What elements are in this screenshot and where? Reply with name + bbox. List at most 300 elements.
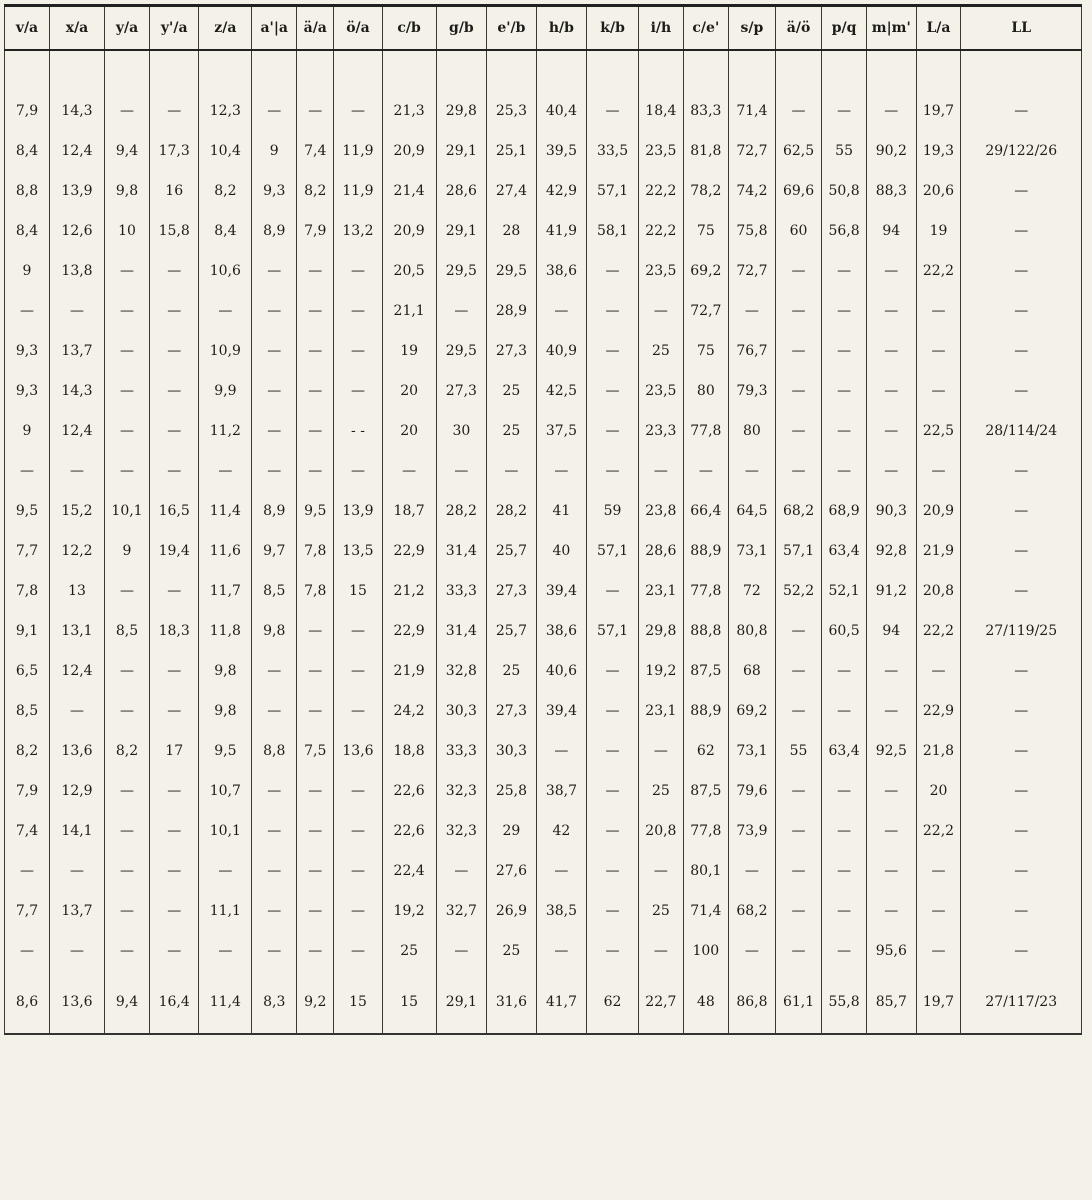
table-cell: 79,6 xyxy=(728,771,775,811)
table-cell: — xyxy=(49,931,104,971)
table-cell: — xyxy=(822,811,867,851)
table-cell: 17,3 xyxy=(149,131,198,171)
table-cell: 26,9 xyxy=(487,891,536,931)
table-cell: 28,6 xyxy=(638,531,683,571)
table-cell: 8,2 xyxy=(297,171,334,211)
table-cell: — xyxy=(961,811,1082,851)
table-cell: — xyxy=(776,891,822,931)
column-header: x/a xyxy=(49,6,104,51)
table-cell: 23,5 xyxy=(638,251,683,291)
table-cell: 22,2 xyxy=(916,251,961,291)
table-cell: — xyxy=(297,411,334,451)
table-cell: — xyxy=(49,691,104,731)
column-header: s/p xyxy=(728,6,775,51)
table-cell: 10,1 xyxy=(199,811,252,851)
table-cell: 11,8 xyxy=(199,611,252,651)
table-cell: — xyxy=(916,931,961,971)
table-cell: 19,2 xyxy=(382,891,436,931)
table-cell: 25 xyxy=(487,651,536,691)
table-cell: 27/117/23 xyxy=(961,971,1082,1034)
table-cell: 20 xyxy=(382,411,436,451)
table-cell: — xyxy=(334,691,382,731)
table-cell: 22,7 xyxy=(638,971,683,1034)
table-cell: — xyxy=(776,611,822,651)
table-cell: 37,5 xyxy=(536,411,587,451)
table-cell: — xyxy=(728,451,775,491)
table-cell: 23,1 xyxy=(638,571,683,611)
empty-cell xyxy=(728,50,775,91)
table-cell: — xyxy=(587,451,639,491)
table-cell: 80,8 xyxy=(728,611,775,651)
table-cell: 32,7 xyxy=(436,891,487,931)
table-cell: — xyxy=(149,891,198,931)
table-row xyxy=(5,891,1082,931)
table-cell: 25,7 xyxy=(487,611,536,651)
table-cell: 11,2 xyxy=(199,411,252,451)
table-cell: — xyxy=(105,371,150,411)
table-cell: 12,3 xyxy=(199,91,252,131)
table-cell: 52,2 xyxy=(776,571,822,611)
empty-cell xyxy=(199,50,252,91)
table-cell: — xyxy=(867,451,916,491)
column-header: g/b xyxy=(436,6,487,51)
table-cell: 87,5 xyxy=(683,651,728,691)
table-cell: 21,2 xyxy=(382,571,436,611)
empty-cell xyxy=(487,50,536,91)
table-cell: — xyxy=(105,331,150,371)
table-cell: 28,2 xyxy=(436,491,487,531)
table-cell: 13,1 xyxy=(49,611,104,651)
table-cell: 30 xyxy=(436,411,487,451)
table-cell: — xyxy=(105,891,150,931)
table-cell: 66,4 xyxy=(683,491,728,531)
table-cell: 25 xyxy=(638,771,683,811)
table-cell: 94 xyxy=(867,211,916,251)
table-cell: — xyxy=(105,931,150,971)
table-cell: 60,5 xyxy=(822,611,867,651)
table-cell: — xyxy=(334,851,382,891)
table-cell: 8,9 xyxy=(252,211,297,251)
table-cell: — xyxy=(105,251,150,291)
table-cell: 29,5 xyxy=(436,251,487,291)
table-cell: — xyxy=(776,91,822,131)
table-cell: 71,4 xyxy=(683,891,728,931)
table-cell: — xyxy=(297,851,334,891)
table-cell: — xyxy=(776,251,822,291)
table-cell: — xyxy=(5,291,50,331)
column-header: c/b xyxy=(382,6,436,51)
table-cell: 81,8 xyxy=(683,131,728,171)
table-cell: 13,7 xyxy=(49,891,104,931)
table-cell: 15 xyxy=(334,571,382,611)
table-row xyxy=(5,91,1082,131)
table-cell: — xyxy=(252,451,297,491)
table-cell: 69,2 xyxy=(728,691,775,731)
table-cell: 68 xyxy=(728,651,775,691)
table-row xyxy=(5,211,1082,251)
table-cell: 28 xyxy=(487,211,536,251)
column-header: ä/a xyxy=(297,6,334,51)
table-cell: — xyxy=(149,331,198,371)
column-header: ö/a xyxy=(334,6,382,51)
table-cell: — xyxy=(334,931,382,971)
table-cell: 20,8 xyxy=(916,571,961,611)
table-cell: — xyxy=(297,771,334,811)
table-cell: — xyxy=(252,651,297,691)
empty-cell xyxy=(536,50,587,91)
table-cell: — xyxy=(149,931,198,971)
table-cell: — xyxy=(822,91,867,131)
table-cell: — xyxy=(252,811,297,851)
table-cell: 7,8 xyxy=(5,571,50,611)
table-cell: — xyxy=(149,651,198,691)
table-cell: — xyxy=(297,811,334,851)
table-cell: 20,6 xyxy=(916,171,961,211)
table-cell: — xyxy=(536,731,587,771)
table-cell: — xyxy=(587,931,639,971)
table-cell: 68,9 xyxy=(822,491,867,531)
table-cell: 19,7 xyxy=(916,91,961,131)
table-cell: — xyxy=(916,371,961,411)
table-cell: 27,3 xyxy=(436,371,487,411)
table-cell: — xyxy=(776,811,822,851)
table-cell: 14,1 xyxy=(49,811,104,851)
table-row xyxy=(5,251,1082,291)
table-cell: 22,2 xyxy=(916,811,961,851)
table-cell: 57,1 xyxy=(587,531,639,571)
table-cell: — xyxy=(105,411,150,451)
empty-cell xyxy=(49,50,104,91)
table-cell: 8,2 xyxy=(199,171,252,211)
table-cell: 22,4 xyxy=(382,851,436,891)
table-cell: 75 xyxy=(683,331,728,371)
table-cell: 19 xyxy=(382,331,436,371)
empty-cell xyxy=(916,50,961,91)
table-cell: 59 xyxy=(587,491,639,531)
table-cell: — xyxy=(149,371,198,411)
table-cell: 60 xyxy=(776,211,822,251)
table-cell: 29,1 xyxy=(436,131,487,171)
table-cell: 12,4 xyxy=(49,411,104,451)
table-cell: 20 xyxy=(382,371,436,411)
table-cell: 41 xyxy=(536,491,587,531)
table-cell: 18,3 xyxy=(149,611,198,651)
table-cell: 9,1 xyxy=(5,611,50,651)
table-cell: — xyxy=(776,851,822,891)
table-cell: — xyxy=(199,451,252,491)
table-cell: 42 xyxy=(536,811,587,851)
table-cell: — xyxy=(961,651,1082,691)
table-cell: 10,6 xyxy=(199,251,252,291)
table-cell: 9,8 xyxy=(199,651,252,691)
table-cell: 87,5 xyxy=(683,771,728,811)
table-cell: — xyxy=(587,691,639,731)
table-cell: 25,1 xyxy=(487,131,536,171)
table-cell: 23,5 xyxy=(638,131,683,171)
header-row xyxy=(5,6,1082,51)
spacer-row xyxy=(5,50,1082,91)
table-cell: 52,1 xyxy=(822,571,867,611)
table-cell: 27,3 xyxy=(487,571,536,611)
table-cell: — xyxy=(436,451,487,491)
table-cell: 22,2 xyxy=(916,611,961,651)
table-body xyxy=(5,50,1082,1034)
table-cell: — xyxy=(961,171,1082,211)
table-cell: — xyxy=(961,731,1082,771)
table-cell: 22,9 xyxy=(382,531,436,571)
table-cell: 25 xyxy=(487,931,536,971)
table-cell: 7,7 xyxy=(5,891,50,931)
table-cell: 40,9 xyxy=(536,331,587,371)
table-cell: — xyxy=(105,691,150,731)
table-cell: — xyxy=(334,371,382,411)
column-header: k/b xyxy=(587,6,639,51)
table-cell: 11,9 xyxy=(334,171,382,211)
column-header: a'|a xyxy=(252,6,297,51)
table-cell: — xyxy=(916,451,961,491)
table-cell: — xyxy=(252,891,297,931)
empty-cell xyxy=(587,50,639,91)
table-cell: 22,5 xyxy=(916,411,961,451)
table-cell: 68,2 xyxy=(728,891,775,931)
table-cell: 77,8 xyxy=(683,411,728,451)
table-cell: — xyxy=(867,851,916,891)
column-header: ä/ö xyxy=(776,6,822,51)
table-cell: — xyxy=(587,851,639,891)
table-cell: 11,9 xyxy=(334,131,382,171)
table-cell: 92,8 xyxy=(867,531,916,571)
table-row xyxy=(5,571,1082,611)
table-cell: 13,6 xyxy=(49,971,104,1034)
table-cell: 8,5 xyxy=(105,611,150,651)
table-cell: — xyxy=(199,931,252,971)
table-cell: 9 xyxy=(252,131,297,171)
table-row xyxy=(5,451,1082,491)
table-cell: — xyxy=(728,291,775,331)
table-cell: 29,5 xyxy=(487,251,536,291)
table-cell: 72,7 xyxy=(683,291,728,331)
table-cell: 13 xyxy=(49,571,104,611)
table-cell: 14,3 xyxy=(49,91,104,131)
table-cell: 9 xyxy=(5,411,50,451)
table-cell: 13,9 xyxy=(49,171,104,211)
table-cell: 95,6 xyxy=(867,931,916,971)
table-cell: 25,8 xyxy=(487,771,536,811)
table-cell: — xyxy=(961,91,1082,131)
table-cell: — xyxy=(149,91,198,131)
table-cell: 7,8 xyxy=(297,531,334,571)
table-cell: 55 xyxy=(822,131,867,171)
table-cell: — xyxy=(587,731,639,771)
table-cell: 7,9 xyxy=(297,211,334,251)
table-cell: — xyxy=(728,851,775,891)
column-header: p/q xyxy=(822,6,867,51)
table-cell: — xyxy=(587,371,639,411)
table-cell: 21,8 xyxy=(916,731,961,771)
table-cell: 88,9 xyxy=(683,531,728,571)
table-cell: — xyxy=(5,451,50,491)
table-cell: — xyxy=(867,411,916,451)
table-cell: 9,8 xyxy=(105,171,150,211)
table-cell: — xyxy=(334,451,382,491)
table-cell: 20,9 xyxy=(382,211,436,251)
table-cell: 73,1 xyxy=(728,531,775,571)
table-cell: 39,4 xyxy=(536,571,587,611)
table-cell: 13,5 xyxy=(334,531,382,571)
table-cell: 25 xyxy=(638,331,683,371)
table-cell: 15,8 xyxy=(149,211,198,251)
empty-cell xyxy=(822,50,867,91)
table-cell: 15 xyxy=(334,971,382,1034)
table-cell: 7,9 xyxy=(5,771,50,811)
table-cell: 19,3 xyxy=(916,131,961,171)
empty-cell xyxy=(683,50,728,91)
table-cell: — xyxy=(822,651,867,691)
table-cell: 40,4 xyxy=(536,91,587,131)
column-header: c/e' xyxy=(683,6,728,51)
table-cell: 21,3 xyxy=(382,91,436,131)
table-cell: 9,5 xyxy=(5,491,50,531)
table-cell: — xyxy=(297,651,334,691)
table-cell: 28/114/24 xyxy=(961,411,1082,451)
table-cell: — xyxy=(149,571,198,611)
table-cell: 9,3 xyxy=(5,331,50,371)
table-cell: 13,8 xyxy=(49,251,104,291)
table-cell: — xyxy=(334,651,382,691)
table-cell: — xyxy=(822,771,867,811)
column-header: LL xyxy=(961,6,1082,51)
table-cell: 8,5 xyxy=(252,571,297,611)
table-cell: 72,7 xyxy=(728,251,775,291)
table-cell: 39,5 xyxy=(536,131,587,171)
table-cell: — xyxy=(149,851,198,891)
table-cell: 12,4 xyxy=(49,651,104,691)
table-cell: — xyxy=(961,851,1082,891)
column-header: i/h xyxy=(638,6,683,51)
column-header: h/b xyxy=(536,6,587,51)
table-cell: 28,2 xyxy=(487,491,536,531)
table-cell: 63,4 xyxy=(822,731,867,771)
table-cell: 30,3 xyxy=(436,691,487,731)
column-header: z/a xyxy=(199,6,252,51)
table-cell: 50,8 xyxy=(822,171,867,211)
table-cell: 40,6 xyxy=(536,651,587,691)
table-cell: 31,4 xyxy=(436,611,487,651)
table-cell: — xyxy=(105,811,150,851)
table-cell: 14,3 xyxy=(49,371,104,411)
table-cell: 32,3 xyxy=(436,771,487,811)
table-cell: — xyxy=(149,411,198,451)
table-cell: 32,3 xyxy=(436,811,487,851)
table-cell: 21,4 xyxy=(382,171,436,211)
table-cell: 77,8 xyxy=(683,811,728,851)
table-row xyxy=(5,691,1082,731)
table-cell: 9,5 xyxy=(199,731,252,771)
table-cell: — xyxy=(587,891,639,931)
table-cell: — xyxy=(776,451,822,491)
table-cell: 19,7 xyxy=(916,971,961,1034)
table-cell: 33,3 xyxy=(436,731,487,771)
table-cell: — xyxy=(436,851,487,891)
column-header: e'/b xyxy=(487,6,536,51)
table-cell: — xyxy=(105,291,150,331)
table-cell: 9 xyxy=(105,531,150,571)
table-cell: — xyxy=(822,891,867,931)
table-cell: 9,9 xyxy=(199,371,252,411)
table-cell: — xyxy=(867,771,916,811)
table-cell: 85,7 xyxy=(867,971,916,1034)
table-cell: — xyxy=(149,451,198,491)
table-cell: — xyxy=(436,931,487,971)
table-cell: — xyxy=(867,691,916,731)
table-cell: — xyxy=(297,91,334,131)
table-cell: 32,8 xyxy=(436,651,487,691)
table-cell: 80 xyxy=(728,411,775,451)
table-cell: — xyxy=(822,251,867,291)
table-cell: 9,8 xyxy=(199,691,252,731)
table-cell: 11,7 xyxy=(199,571,252,611)
table-cell: — xyxy=(105,571,150,611)
table-cell: 22,9 xyxy=(916,691,961,731)
table-cell: — xyxy=(587,651,639,691)
table-cell: — xyxy=(916,851,961,891)
table-cell: — xyxy=(252,291,297,331)
table-cell: — xyxy=(49,851,104,891)
table-cell: 8,5 xyxy=(5,691,50,731)
table-cell: 9,7 xyxy=(252,531,297,571)
table-cell: — xyxy=(776,371,822,411)
table-cell: — xyxy=(252,91,297,131)
table-cell: — xyxy=(199,851,252,891)
table-cell: 100 xyxy=(683,931,728,971)
table-cell: — xyxy=(297,451,334,491)
table-cell: 69,6 xyxy=(776,171,822,211)
table-row xyxy=(5,611,1082,651)
table-cell: 21,9 xyxy=(916,531,961,571)
table-cell: — xyxy=(916,651,961,691)
table-cell: — xyxy=(436,291,487,331)
table-cell: 38,6 xyxy=(536,611,587,651)
table-cell: — xyxy=(297,331,334,371)
table-cell: 16,4 xyxy=(149,971,198,1034)
table-cell: — xyxy=(961,251,1082,291)
table-cell: 21,9 xyxy=(382,651,436,691)
table-cell: — xyxy=(822,371,867,411)
table-cell: 10 xyxy=(105,211,150,251)
table-cell: 13,7 xyxy=(49,331,104,371)
table-cell: — xyxy=(5,931,50,971)
table-cell: 23,3 xyxy=(638,411,683,451)
table-row xyxy=(5,731,1082,771)
table-cell: — xyxy=(334,811,382,851)
table-cell: — xyxy=(916,891,961,931)
table-cell: 72 xyxy=(728,571,775,611)
table-cell: — xyxy=(252,411,297,451)
column-header: L/a xyxy=(916,6,961,51)
column-header: v/a xyxy=(5,6,50,51)
table-cell: 88,9 xyxy=(683,691,728,731)
empty-cell xyxy=(961,50,1082,91)
table-cell: 17 xyxy=(149,731,198,771)
table-cell: 27,3 xyxy=(487,331,536,371)
table-cell: — xyxy=(536,931,587,971)
table-cell: — xyxy=(105,91,150,131)
table-cell: 25 xyxy=(487,371,536,411)
table-cell: 57,1 xyxy=(587,171,639,211)
table-cell: — xyxy=(961,531,1082,571)
table-cell: — xyxy=(776,691,822,731)
table-cell: — xyxy=(776,931,822,971)
